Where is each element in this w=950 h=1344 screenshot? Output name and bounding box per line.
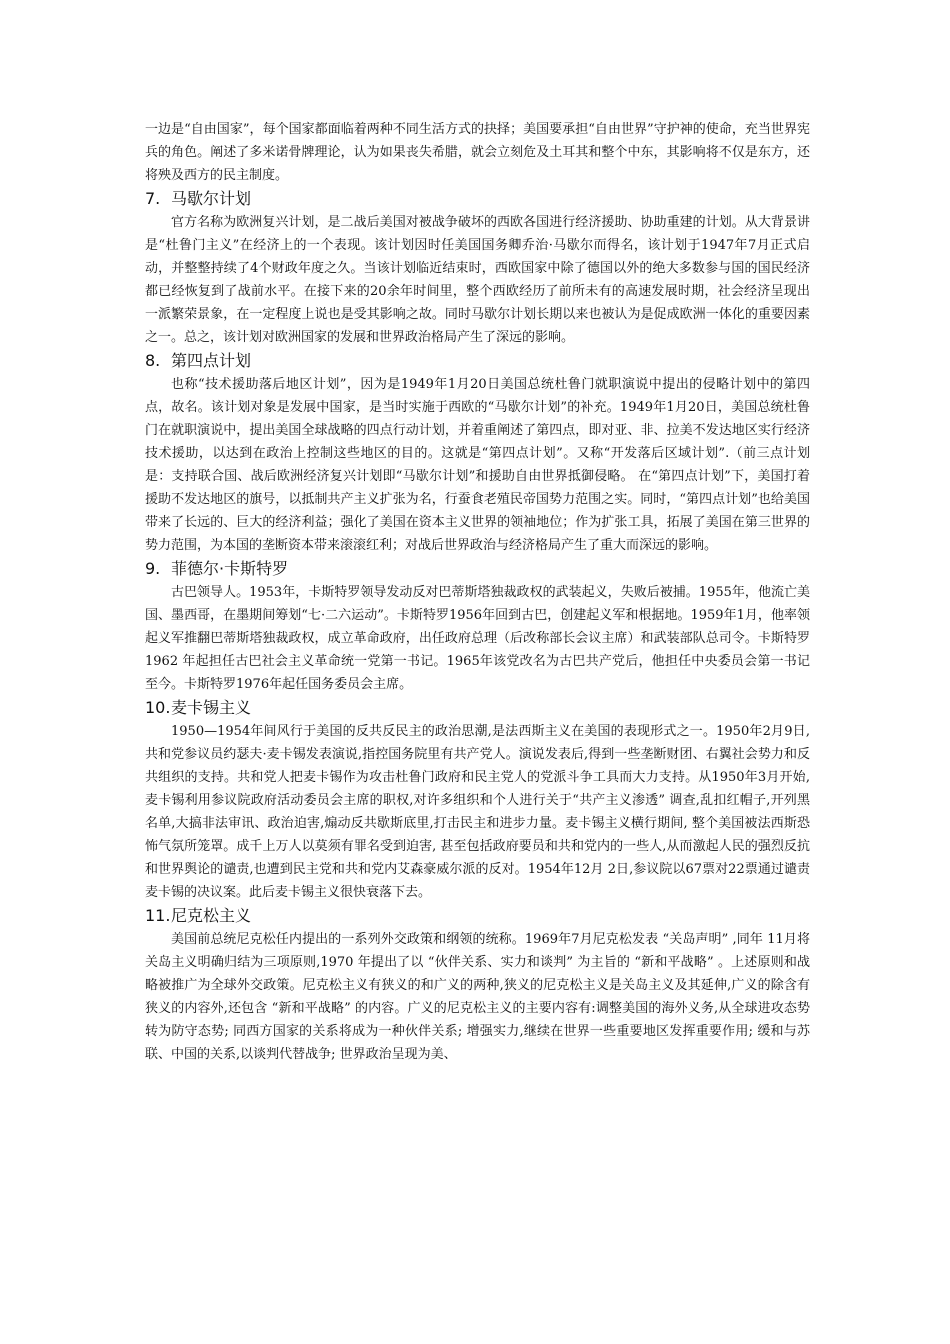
section-body-9: 古巴领导人。1953年，卡斯特罗领导发动反对巴蒂斯塔独裁政权的武装起义，失败后被捕。1955年，他流亡美国、墨西哥，在墨期间筹划“七·二六运动”。卡斯特罗1956年回到古巴，创建起义军和根据地。1959年1月，他率领起义军推翻巴蒂斯塔独裁政权，成立革命政府，出任政府总理（后改称部长会议主席）和武装部队总司令。卡斯特罗 1962 年起担任古巴社会主义革命统一党第一书记。1965年该党改名为古巴共产党后，他担任中央委员会第一书记至今。卡斯特罗1976年起任国务委员会主席。 [145,585,810,692]
section-heading-8 [145,349,810,373]
section-number: 11. [145,906,171,925]
section-body-8: 也称“技术援助落后地区计划”，因为是1949年1月20日美国总统杜鲁门就职演说中提出的侵略计划中的第四点，故名。该计划对象是发展中国家，是当时实施于西欧的“马歇尔计划”的补充。1949年1月20日，美国总统杜鲁门在就职演说中，提出美国全球战略的四点行动计划，并着重阐述了第四点，即对亚、非、拉美不发达地区实行经济技术援助，以达到在政治上控制这些地区的目的。这就是“第四点计划”。又称“开发落后区域计划”.（前三点计划是：支持联合国、战后欧洲经济复兴计划即“马歇尔计划”和援助自由世界抵御侵略。 在“第四点计划”下，美国打着援助不发达地区的旗号，以抵制共产主义扩张为名，行蚕食老殖民帝国势力范围之实。同时，“第四点计划”也给美国带来了长远的、巨大的经济利益；强化了美国在资本主义世界的领袖地位；作为扩张工具，拓展了美国在第三世界的势力范围，为本国的垄断资本带来滚滚红利；对战后世界政治与经济格局产生了重大而深远的影响。 [145,377,810,553]
section-body-11: 美国前总统尼克松任内提出的一系列外交政策和纲领的统称。1969年7月尼克松发表 “关岛声明” ,同年 11月将关岛主义明确归结为三项原则,1970 年提出了以 “伙伴关系、实力和谈判” 为主旨的 “新和平战略” 。上述原则和战略被推广为全球外交政策。尼克松主义有狭义的和广义的两种,狭义的尼克松主义是关岛主义及其延伸,广义的除含有狭义的内容外,还包含 “新和平战略” 的内容。广义的尼克松主义的主要内容有:调整美国的海外义务,从全球进攻态势转为防守态势; 同西方国家的关系将成为一种伙伴关系; 增强实力,继续在世界一些重要地区发挥重要作用; 缓和与苏联、中国的关系,以谈判代替战争; 世界政治呈现为美、 [145,932,810,1062]
section-heading-10 [145,696,810,720]
intro-paragraph: 一边是“自由国家”，每个国家都面临着两种不同生活方式的抉择；美国要承担“自由世界”守护神的使命，充当世界宪兵的角色。阐述了多米诺骨牌理论，认为如果丧失希腊，就会立刻危及土耳其和整个中东，其影响将不仅是东方，还将殃及西方的民主制度。 [145,122,810,183]
section-body-10: 1950—1954年间风行于美国的反共反民主的政治思潮,是法西斯主义在美国的表现形式之一。1950年2月9日,共和党参议员约瑟夫·麦卡锡发表演说,指控国务院里有共产党人。演说发表后,得到一些垄断财团、右翼社会势力和反共组织的支持。共和党人把麦卡锡作为攻击杜鲁门政府和民主党人的党派斗争工具而大力支持。从1950年3月开始,麦卡锡利用参议院政府活动委员会主席的职权,对许多组织和个人进行关于“共产主义渗透” 调查,乱扣红帽子,开列黑名单,大搞非法审讯、政治迫害,煽动反共歇斯底里,打击民主和进步力量。麦卡锡主义横行期间, 整个美国被法西斯恐怖气氛所笼罩。成千上万人以莫须有罪名受到迫害, 甚至包括政府要员和共和党内的一些人,从而激起人民的强烈反抗和世界舆论的谴责,也遭到民主党和共和党内艾森豪威尔派的反对。1954年12月 2日,参议院以67票对22票通过谴责麦卡锡的决议案。此后麦卡锡主义很快衰落下去。 [145,724,810,900]
section-body-7: 官方名称为欧洲复兴计划，是二战后美国对被战争破坏的西欧各国进行经济援助、协助重建的计划。从大背景讲是“杜鲁门主义”在经济上的一个表现。该计划因时任美国国务卿乔治·马歇尔而得名，该计划于1947年7月正式启动，并整整持续了4个财政年度之久。当该计划临近结束时，西欧国家中除了德国以外的绝大多数参与国的国民经济都已经恢复到了战前水平。在接下来的20余年时间里，整个西欧经历了前所未有的高速发展时期，社会经济呈现出一派繁荣景象，在一定程度上说也是受其影响之故。同时马歇尔计划长期以来也被认为是促成欧洲一体化的重要因素之一。总之，该计划对欧洲国家的发展和世界政治格局产生了深远的影响。 [145,215,810,345]
section-title: 第四点计划 [171,351,252,370]
section-title: 麦卡锡主义 [171,698,252,717]
section-heading-11 [145,904,810,928]
section-heading-7 [145,187,810,211]
document-page [145,118,810,1066]
section-title: 菲德尔·卡斯特罗 [171,559,289,578]
section-heading-9 [145,557,810,581]
section-title: 马歇尔计划 [171,189,252,208]
section-title: 尼克松主义 [171,906,252,925]
section-number: 8. [145,351,161,370]
section-number: 9. [145,559,161,578]
section-number: 10. [145,698,171,717]
section-number: 7. [145,189,161,208]
